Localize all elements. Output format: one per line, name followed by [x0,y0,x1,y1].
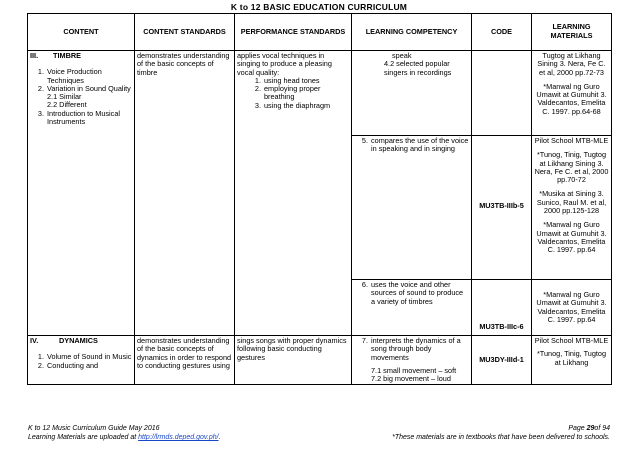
code-cell: MU3TB-IIIb-5 [472,136,532,280]
table-header-row [28,14,612,51]
performance-standard-cell: applies vocal techniques in singing to produce a pleasing vocal quality: 1. using head tones 2. employing proper breathing 3. using the diaphragm [235,51,352,336]
materials-cell: Tugtog at Likhang Sining 3. Nera, Fe C. et al, 2000 pp.72-73 *Manwal ng Guro Umawit at Gumuhit 3. Valdecantos, Emelita C. 1997. pp.64-68 [532,51,612,136]
header-code: CODE [472,14,532,51]
competency-cell: 7. interprets the dynamics of a song through body movements 7.1 small movement – soft 7.2 big movement – loud [352,336,472,385]
performance-standard-cell: sings songs with proper dynamics following basic conducting gestures [235,336,352,385]
list-item: 2.2 Different [47,100,87,110]
materials-cell: *Manwal ng Guro Umawit at Gumuhit 3. Valdecantos, Emelita C. 1997. pp.64 [532,280,612,336]
section-roman: IV. [30,336,39,345]
competency-cell: 5. compares the use of the voice in speaking and in singing [352,136,472,280]
list-item: 2. Conducting and [37,360,99,370]
code-cell: MU3TB-IIIc-6 [472,280,532,336]
list-item: 1. Volume of Sound in Music [37,352,132,362]
code-cell [472,51,532,136]
footer-guide: K to 12 Music Curriculum Guide May 2016 [28,425,160,432]
list-item: 2.1 Similar [47,92,82,102]
section-title: DYNAMICS [59,336,98,345]
footer-left [28,424,221,442]
list-item: 2. Variation in Sound Quality [37,83,131,93]
table-row [28,336,612,385]
content-standard-cell: demonstrates understanding of the basic concepts of timbre [135,51,235,336]
lrmds-link[interactable]: http://lrmds.deped.gov.ph/ [138,434,219,441]
header-content-standards: CONTENT STANDARDS [135,14,235,51]
list-item: 2. employing proper breathing [254,84,321,102]
list-item: 3. Introduction to Musical Instruments [37,108,121,127]
section-content-cell [28,51,135,336]
list-item: 3. using the diaphragm [254,100,331,110]
footer-textbook-note: *These materials are in textbooks that have been delivered to schools. [392,434,610,441]
section-roman: III. [30,51,39,60]
header-learning-competency: LEARNING COMPETENCY [352,14,472,51]
header-learning-materials: LEARNING MATERIALS [532,14,612,51]
page-number: Page 29of 94 [568,425,610,432]
materials-cell: Pilot School MTB-MLE *Tunog, Tinig, Tugtog at Likhang Sining 3. Nera, Fe C. et al, 2000 pp.70-72 *Musika at Sining 3. Sunico, Raul M. et al, 2000 pp.125-128 *Manwal ng Guro Umawit at Gumuhit 3. Valdecantos, Emelita C. 1997. pp.64 [532,136,612,280]
curriculum-table [27,13,612,385]
header-content: CONTENT [28,14,135,51]
content-standard-cell: demonstrates understanding of the basic concepts of dynamics in order to respond to conducting gestures using [135,336,235,385]
competency-cell: speak 4.2 selected popular singers in recordings [352,51,472,136]
list-item: 1. Voice Production Techniques [37,67,102,85]
footer-upload-note: Learning Materials are uploaded at http://lrmds.deped.gov.ph/. [28,434,221,441]
section-title: TIMBRE [53,51,81,60]
competency-cell: 6. uses the voice and other sources of sound to produce a variety of timbres [352,280,472,336]
footer-right [392,424,610,442]
document-title: K to 12 BASIC EDUCATION CURRICULUM [230,2,408,12]
code-cell: MU3DY-IIId-1 [472,336,532,385]
header-performance-standards: PERFORMANCE STANDARDS [235,14,352,51]
list-item: 1. using head tones [254,75,320,85]
section-content-cell [28,336,135,385]
materials-cell: Pilot School MTB-MLE *Tunog, Tinig, Tugtog at Likhang [532,336,612,385]
table-row [28,51,612,136]
